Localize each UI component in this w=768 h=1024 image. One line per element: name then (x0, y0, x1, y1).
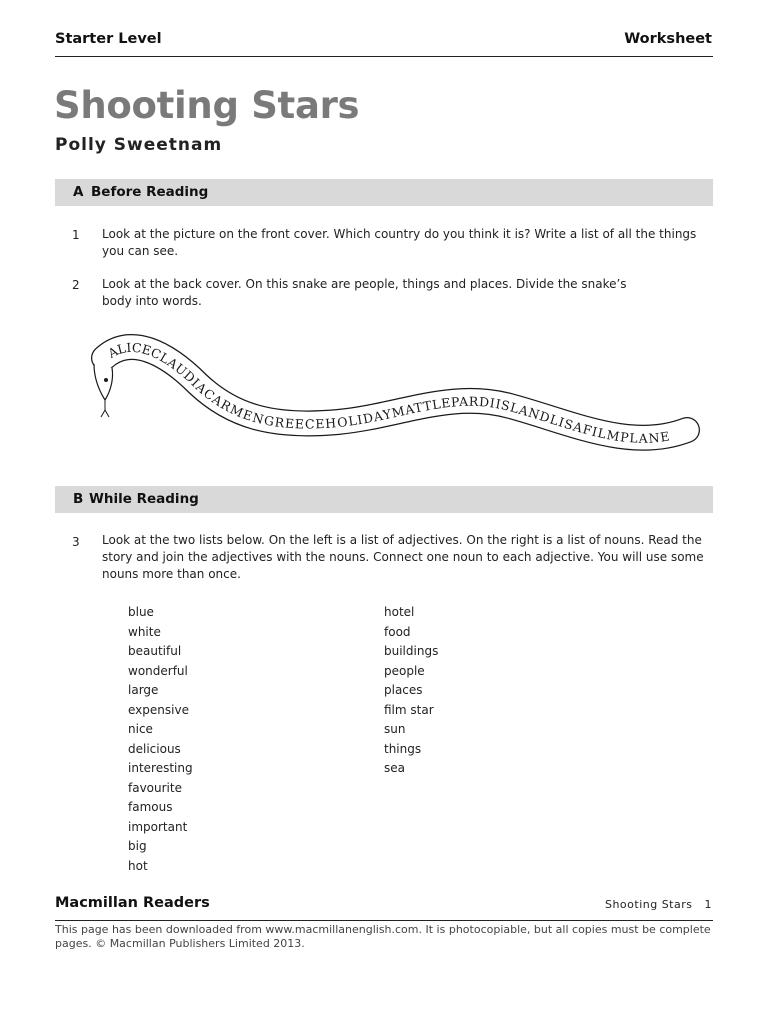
question-2-text: Look at the back cover. On this snake are people, things and places. Divide the snake’s body into words. (102, 277, 627, 308)
section-a-header (55, 179, 713, 206)
adjective-item: delicious (128, 741, 181, 756)
footer-book-page (605, 898, 712, 911)
question-3-number: 3 (72, 535, 80, 549)
noun-item: film star (384, 702, 434, 717)
noun-item: things (384, 741, 422, 756)
adjective-list (128, 603, 193, 876)
copyright-note: This page has been downloaded from www.macmillanenglish.com. It is photocopiable, but all copies must be complete pages. © Macmillan Publishers Limited 2013. (55, 923, 711, 950)
snake-tongue (101, 400, 109, 417)
level-label: Starter Level (55, 31, 162, 47)
noun-list (384, 603, 438, 779)
worksheet-label: Worksheet (624, 31, 712, 47)
author-name: Polly Sweetnam (55, 135, 223, 155)
question-1-text: Look at the picture on the front cover. Which country do you think it is? Write a list of all the things you can see. (102, 227, 697, 258)
noun-item: food (384, 624, 411, 639)
adjective-item: white (128, 624, 161, 639)
adjective-item: big (128, 839, 147, 853)
adjective-item: expensive (128, 702, 189, 717)
adjective-item: interesting (128, 761, 193, 775)
noun-item: places (384, 683, 423, 697)
page-title: Shooting Stars (54, 84, 360, 127)
snake-letters-path: ALICECLAUDIACARMENGREECEHOLIDAYMATTLEPARDIISLANDLISAFILMPLANE (105, 339, 671, 446)
section-b-letter: B (73, 491, 84, 507)
question-2-number: 2 (72, 278, 80, 292)
adjective-item: favourite (128, 780, 182, 795)
adjective-item: important (128, 819, 188, 834)
adjective-item: hot (128, 858, 148, 873)
snake-illustration (90, 330, 710, 480)
noun-item: sea (384, 761, 405, 775)
footer-book-title: Shooting Stars (604, 898, 693, 911)
snake-head (94, 364, 113, 400)
section-a-letter: A (73, 184, 84, 200)
question-1-number: 1 (72, 228, 80, 242)
noun-item: hotel (384, 605, 415, 619)
adjective-item: famous (128, 800, 173, 814)
adjective-item: nice (128, 722, 153, 736)
adjective-item: wonderful (128, 663, 188, 678)
snake-eye (104, 378, 108, 382)
adjective-item: beautiful (128, 644, 182, 658)
header-divider (55, 56, 713, 57)
section-a-title: Before Reading (91, 184, 209, 200)
question-3-text: Look at the two lists below. On the left is a list of adjectives. On the right is a list of nouns. Read the story and join the adjectives with the nouns. Connect one noun to each adjective. You will use some nouns more than once. (102, 533, 704, 581)
footer-divider (55, 920, 713, 921)
noun-item: buildings (384, 644, 439, 658)
noun-item: people (384, 663, 425, 678)
publisher-label: Macmillan Readers (55, 895, 210, 911)
section-b-title: While Reading (89, 491, 199, 507)
page-number: 1 (704, 898, 712, 911)
section-b-header (55, 486, 713, 513)
adjective-item: large (128, 683, 159, 697)
noun-item: sun (384, 722, 406, 736)
adjective-item: blue (128, 605, 154, 619)
